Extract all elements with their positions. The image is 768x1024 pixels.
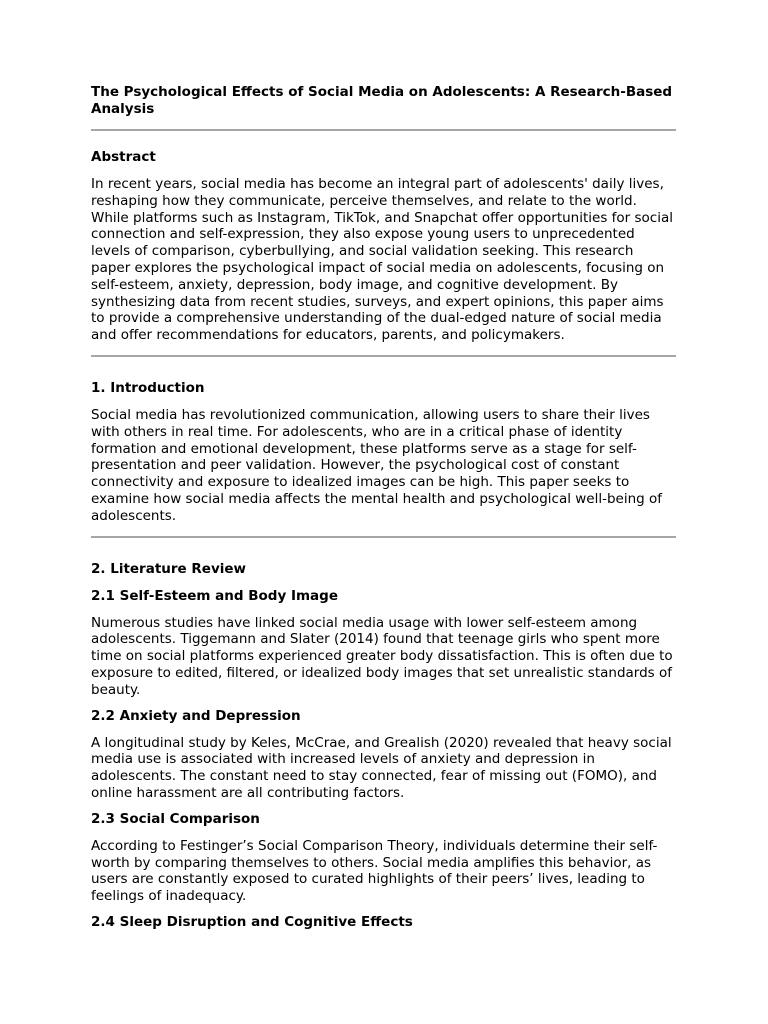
introduction-paragraph: Social media has revolutionized communication, allowing users to share their lives with others in real time. For adolescents, who are in a critical phase of identity formation and emotional development, these platforms serve as a stage for self-presentation and peer validation. However, the psychological cost of constant connectivity and exposure to idealized images can be high. This paper seeks to examine how social media affects the mental health and psychological well-being of adolescents. <box>91 406 663 524</box>
divider <box>91 536 676 538</box>
divider <box>91 355 676 357</box>
subsection-paragraph-anxiety: A longitudinal study by Keles, McCrae, and Grealish (2020) revealed that heavy social media use is associated with increased levels of anxiety and depression in adolescents. The constant need to stay connected, fear of missing out (FOMO), and online harassment are all contributing factors. <box>91 734 672 801</box>
introduction-heading: 1. Introduction <box>91 379 205 396</box>
subsection-heading-anxiety: 2.2 Anxiety and Depression <box>91 707 301 724</box>
document-title: The Psychological Effects of Social Media on Adolescents: A Research-Based Analysis <box>91 84 673 117</box>
subsection-paragraph-self-esteem: Numerous studies have linked social media usage with lower self-esteem among adolescents. Tiggemann and Slater (2014) found that teenage girls who spent more time on social platforms experienced greater body dissatisfaction. This is often due to exposure to edited, filtered, or idealized body images that set unrealistic standards of beauty. <box>91 614 673 698</box>
abstract-heading: Abstract <box>91 149 156 165</box>
subsection-heading-self-esteem: 2.1 Self-Esteem and Body Image <box>91 587 338 604</box>
subsection-heading-social-comparison: 2.3 Social Comparison <box>91 810 260 827</box>
abstract-paragraph: In recent years, social media has become an integral part of adolescents' daily lives, reshaping how they communicate, perceive themselves, and relate to the world. While platforms such as Instagram, TikTok, and Snapchat offer opportunities for social connection and self-expression, they also expose young users to unprecedented levels of comparison, cyberbullying, and social validation seeking. This research paper explores the psychological impact of social media on adolescents, focusing on self-esteem, anxiety, depression, body image, and cognitive development. By synthesizing data from recent studies, surveys, and expert opinions, this paper aims to provide a comprehensive understanding of the dual-edged nature of social media and offer recommendations for educators, parents, and policymakers. <box>91 176 674 344</box>
subsection-paragraph-social-comparison: According to Festinger’s Social Comparison Theory, individuals determine their self-worth by comparing themselves to others. Social media amplifies this behavior, as users are constantly exposed to curated highlights of their peers’ lives, leading to feelings of inadequacy. <box>91 837 658 905</box>
literature-review-heading: 2. Literature Review <box>91 560 247 577</box>
divider <box>91 129 676 131</box>
document-page <box>91 84 676 931</box>
subsection-heading-sleep: 2.4 Sleep Disruption and Cognitive Effects <box>91 913 413 930</box>
